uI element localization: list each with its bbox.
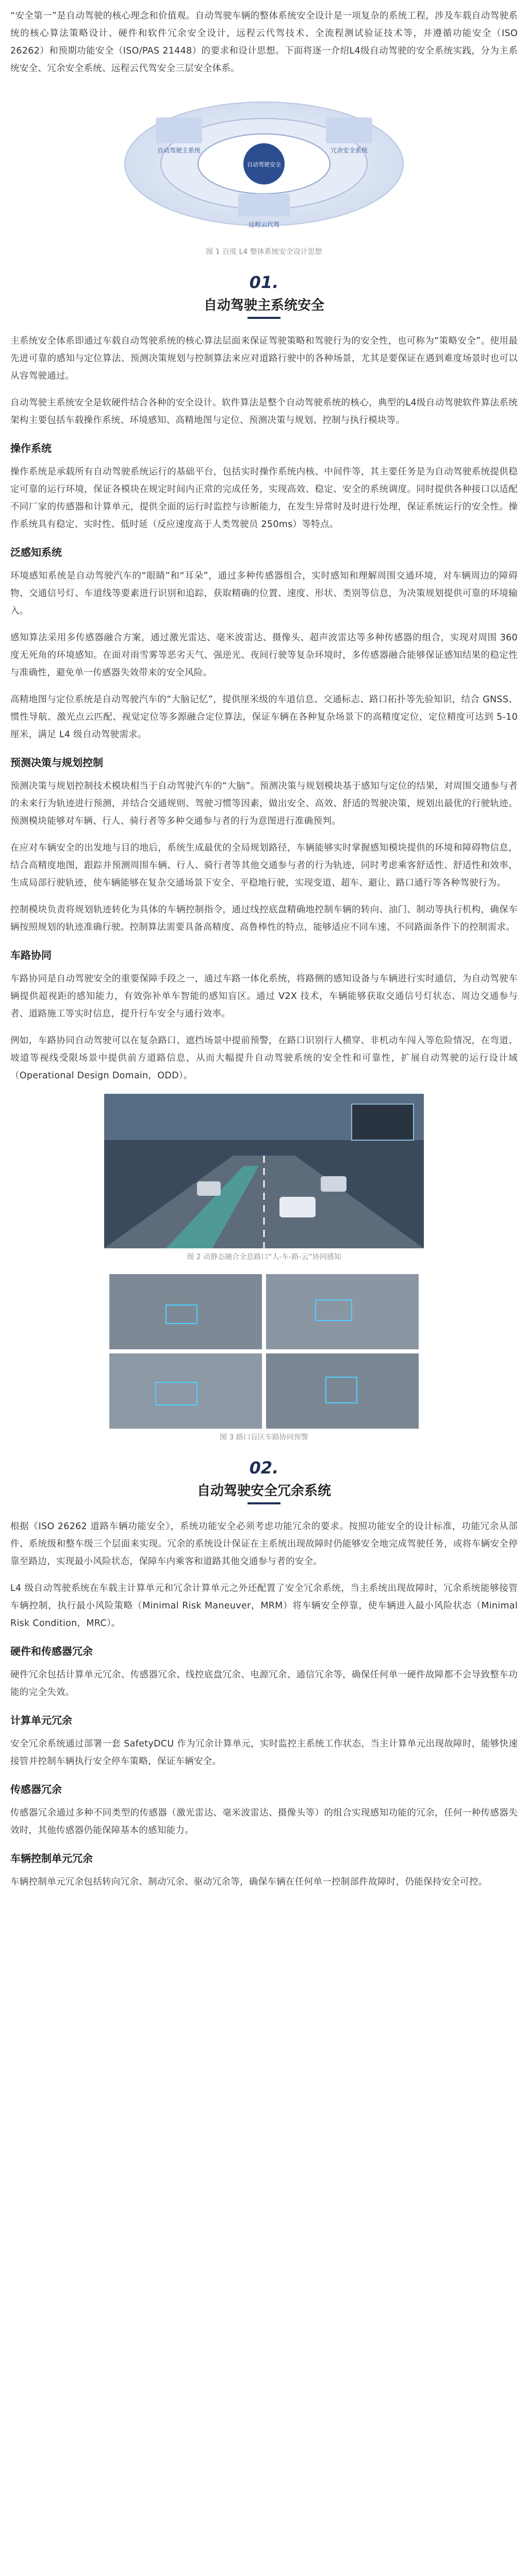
section-1-number: 01.: [249, 273, 279, 292]
layer-photo-2: [326, 117, 372, 143]
figure-3-caption: 图 3 路口盲区车路协同预警: [220, 1433, 308, 1442]
figure-2-caption: 图 2 动静态融合全息路口“人-车-路-云”协同感知: [187, 1253, 341, 1261]
camera-view-2: [266, 1274, 419, 1349]
heading-perception: 泛感知系统: [10, 546, 62, 558]
layer-photo-3: [238, 194, 290, 216]
layer-label-remote: 远程云代驾: [248, 221, 280, 228]
vehicle-shape-2: [321, 1176, 346, 1192]
camera-grid-image: [109, 1274, 419, 1429]
paragraph-cooperation-2: 例如，车路协同自动驾驶可以在复杂路口、遮挡场景中提前预警，在路口识别行人横穿、非机动车闯入等危险情况，在弯道、坡道等视线受限场景中提供前方道路信息，从而大幅提升自动驾驶系统的安全性和可靠性，扩展自动驾驶的运行设计域（Operational Design Domain，ODD）。: [10, 1036, 518, 1081]
paragraph-planning-1: 预测决策与规划控制技术模块相当于自动驾驶汽车的“大脑”。预测决策与规划模块基于感知与定位的结果，对周围交通参与者的未来行为轨迹进行预测，并结合交通规则、驾驶习惯等因素，做出安全、高效、舒适的驾驶决策，规划出最优的行驶轨迹。预测模块能够对车辆、行人、骑行者等多种交通参与者的行为意图进行准确预判。: [10, 781, 518, 826]
paragraph-hardware: 硬件冗余包括计算单元冗余、传感器冗余、线控底盘冗余、电源冗余、通信冗余等，确保任何单一硬件故障都不会导致整车功能的完全失效。: [10, 1670, 518, 1698]
section-1-paragraph-2: 自动驾驶主系统安全是软硬件结合各种的安全设计。软件算法是整个自动驾驶系统的核心，典型的L4级自动驾驶软件算法系统架构主要包括车载操作系统、环境感知、高精地图与定位、预测决策与规划、控制与执行模块等。: [10, 398, 518, 426]
heading-os: 操作系统: [10, 442, 52, 454]
vehicle-shape-3: [197, 1181, 221, 1196]
figure-3: [10, 1274, 518, 1429]
heading-cooperation: 车路协同: [10, 949, 52, 961]
article: [0, 7, 528, 2576]
paragraph-sensor: 传感器冗余通过多种不同类型的传感器（激光雷达、毫米波雷达、摄像头等）的组合实现感知功能的冗余，任何一种传感器失效时，其他传感器仍能保障基本的感知能力。: [10, 1808, 518, 1836]
section-1-title: 自动驾驶主系统安全: [200, 293, 328, 319]
heading-sensor: 传感器冗余: [10, 1783, 62, 1795]
figure-2: [10, 1094, 518, 1248]
paragraph-chassis: 车辆控制单元冗余包括转向冗余、制动冗余、驱动冗余等，确保车辆在任何单一控制部件故障时，仍能保持安全可控。: [10, 1877, 488, 1887]
figure-1-caption: 图 1 百度 L4 整体系统安全设计思想: [206, 248, 322, 256]
heading-planning: 预测决策与规划控制: [10, 756, 103, 769]
section-2-title: 自动驾驶安全冗余系统: [193, 1478, 335, 1504]
paragraph-os: 操作系统是承载所有自动驾驶系统运行的基础平台，包括实时操作系统内核、中间件等，其主要任务是为自动驾驶系统提供稳定可靠的运行环境，保证各模块在规定时间内正常的完成任务，实现高效、稳定、安全的系统调度。同时提供各种接口以适配不同厂家的传感器和计算单元，提供全面的运行时监控与诊断能力，在发生异常时及时进行处理，保证系统运行的安全性。操作系统具有稳定、实时性、低时延（反应速度高于人类驾驶员 250ms）等特点。: [10, 467, 518, 530]
section-2-paragraph-2: L4 级自动驾驶系统在车载主计算单元和冗余计算单元之外还配置了安全冗余系统，当主系统出现故障时，冗余系统能够接管车辆控制，执行最小风险策略（Minimal Risk Maneuver，MRM）将车辆安全停靠，使车辆进入最小风险状态（Minimal Risk Condition，MRC）。: [10, 1583, 518, 1629]
core-label: 自动驾驶安全: [247, 161, 281, 168]
paragraph-perception-2: 感知算法采用多传感器融合方案，通过激光雷达、毫米波雷达、摄像头、超声波雷达等多种传感器的组合，实现对周围 360 度无死角的环境感知。在面对雨雪雾等恶劣天气、强逆光、夜间行驶等复杂环境时，多传感器融合能够保证感知结果的稳定性与准确性，避免单一传感器失效带来的安全风险。: [10, 633, 518, 678]
heading-compute: 计算单元冗余: [10, 1714, 72, 1726]
paragraph-cooperation-1: 车路协同是自动驾驶安全的重要保障手段之一，通过车路一体化系统，将路侧的感知设备与车辆进行实时通信，为自动驾驶车辆提供超视距的感知能力，有效弥补单车智能的感知盲区。通过 V2X 技术，车辆能够获取交通信号灯状态、周边交通参与者、道路施工等实时信息，提升行车安全与通行效率。: [10, 974, 518, 1019]
heading-hardware: 硬件和传感器冗余: [10, 1645, 93, 1657]
figure-1: [10, 87, 518, 243]
layer-label-redundant: 冗余安全系统: [330, 147, 368, 154]
camera-view-4: [266, 1353, 419, 1429]
intersection-scene-image: [104, 1094, 424, 1248]
section-2-header: [10, 1458, 518, 1504]
camera-view-3: [109, 1353, 262, 1429]
paragraph-perception-3: 高精地图与定位系统是自动驾驶汽车的“大脑记忆”，提供厘米级的车道信息、交通标志、路口拓扑等先验知识，结合 GNSS、惯性导航、激光点云匹配、视觉定位等多源融合定位算法，保证车辆在各种复杂场景下的高精度定位，定位精度可达到 5-10 厘米，满足 L4 级自动驾驶需求。: [10, 694, 518, 740]
paragraph-planning-2: 在应对车辆安全的出发地与目的地后，系统生成最优的全局规划路径，车辆能够实时掌握感知模块提供的环境和障碍物信息，结合高精度地图，跟踪并预测周围车辆、行人、骑行者等其他交通参与者的行为轨迹，同时考虑乘客舒适性、舒适性和效率，生成局部行驶轨迹，使车辆能够在复杂交通场景下安全、平稳地行驶，实现变道、超车、避让、路口通行等各种驾驶行为。: [10, 843, 518, 888]
camera-view-1: [109, 1274, 262, 1349]
paragraph-perception-1: 环境感知系统是自动驾驶汽车的“眼睛”和“耳朵”，通过多种传感器组合，实时感知和理解周围交通环境，对车辆周边的障碍物、交通信号灯、车道线等要素进行识别和追踪，获取精确的位置、速度、形状、类别等信息，为决策规划提供可靠的环境输入。: [10, 571, 518, 616]
section-1-paragraph-1: 主系统安全体系即通过车载自动驾驶系统的核心算法层面来保证驾驶策略和驾驶行为的安全性，也可称为“策略安全”。使用最先进可靠的感知与定位算法、预测决策规划与控制算法来应对道路行驶中的各种场景，尤其是要保证在遇到难度场景时也可以从容驾驶通过。: [10, 336, 518, 381]
inset-camera-view: [352, 1104, 414, 1140]
section-2-number: 02.: [249, 1458, 279, 1478]
paragraph-compute: 安全冗余系统通过部署一套 SafetyDCU 作为冗余计算单元，实时监控主系统工作状态，当主计算单元出现故障时，能够快速接管并控制车辆执行安全停车策略，保证车辆安全。: [10, 1739, 518, 1767]
heading-chassis: 车辆控制单元冗余: [10, 1852, 93, 1865]
section-2-paragraph-1: 根据《ISO 26262 道路车辆功能安全》，系统功能安全必须考虑功能冗余的要求。按照功能安全的设计标准，功能冗余从部件、系统级和整车级三个层面来实现。冗余的系统设计保证在主系统出现故障时仍能够安全地完成驾驶任务，或将车辆安全停靠至路边，实现最小风险状态，保障车内乘客和道路其他交通参与者的安全。: [10, 1521, 518, 1567]
vehicle-shape-1: [279, 1197, 316, 1217]
intro-paragraph: “安全第一”是自动驾驶的核心理念和价值观。自动驾驶车辆的整体系统安全设计是一项复杂的系统工程，涉及车载自动驾驶系统的核心算法策略设计、硬件和软件冗余安全设计，远程云代驾技术、全流程测试验证技术等，并遵循功能安全（ISO 26262）和预期功能安全（ISO/PAS 21448）的要求和设计思想。下面将逐一介绍L4级自动驾驶的安全系统实践，分为主系统安全、冗余安全系统、远程云代驾安全三层安全体系。: [10, 11, 518, 74]
section-1-header: [10, 272, 518, 319]
safety-layers-diagram: [109, 87, 419, 241]
layer-label-main: 自动驾驶主系统: [157, 147, 201, 154]
layer-photo-1: [156, 117, 202, 143]
paragraph-planning-3: 控制模块负责将规划轨迹转化为具体的车辆控制指令，通过线控底盘精确地控制车辆的转向、油门、制动等执行机构，确保车辆按照规划的轨迹准确行驶。控制算法需要具备高精度、高鲁棒性的特点，能够适应不同车速、不同路面条件下的控制需求。: [10, 905, 518, 933]
